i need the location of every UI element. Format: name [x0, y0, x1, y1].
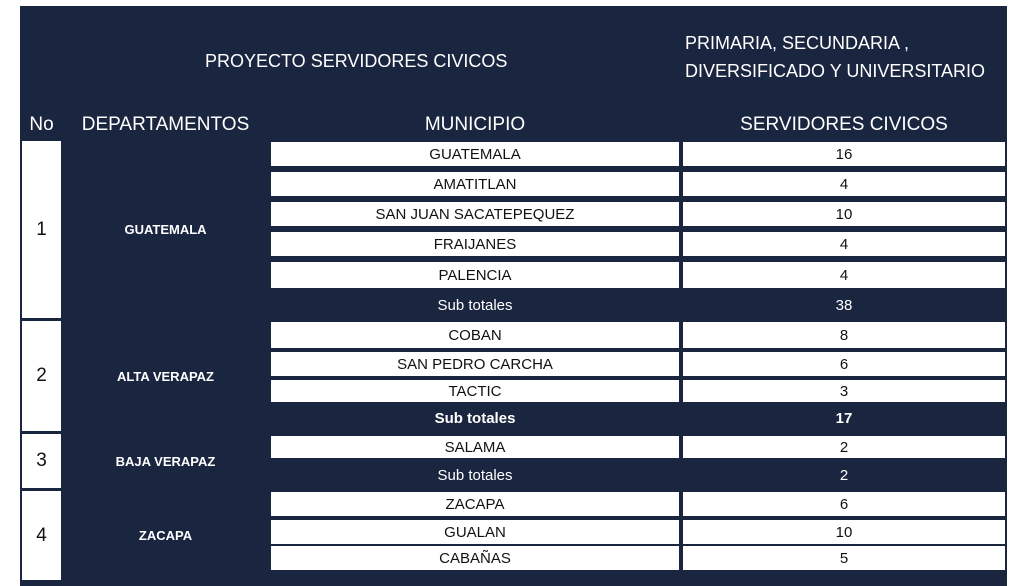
department-number: 1: [22, 141, 61, 318]
department-number: 4: [22, 491, 61, 580]
subtotal-value: 2: [683, 463, 1005, 488]
project-title: PROYECTO SERVIDORES CIVICOS: [205, 51, 508, 71]
municipio-cell: GUALAN: [271, 520, 679, 544]
servidores-cell: 4: [683, 172, 1005, 196]
municipio-cell: FRAIJANES: [271, 232, 679, 256]
column-header-departamentos: DEPARTAMENTOS: [63, 111, 268, 138]
servidores-cell: 4: [683, 232, 1005, 256]
municipio-cell: SAN JUAN SACATEPEQUEZ: [271, 202, 679, 226]
project-subtitle-line-2: DIVERSIFICADO Y UNIVERSITARIO: [685, 61, 986, 81]
subtotal-label: Sub totales: [271, 406, 679, 431]
municipio-cell: TACTIC: [271, 380, 679, 402]
title-banner: [20, 6, 1007, 106]
column-header-servidores-civicos: SERVIDORES CIVICOS: [683, 111, 1005, 138]
project-subtitle-line-1: PRIMARIA, SECUNDARIA ,: [685, 33, 910, 53]
subtotal-label: Sub totales: [271, 463, 679, 488]
municipio-cell: SALAMA: [271, 436, 679, 458]
servidores-cell: 4: [683, 262, 1005, 288]
servidores-cell: 10: [683, 202, 1005, 226]
servidores-cell: 6: [683, 492, 1005, 516]
municipio-cell: COBAN: [271, 322, 679, 348]
municipio-cell: PALENCIA: [271, 262, 679, 288]
municipio-cell: SAN PEDRO CARCHA: [271, 352, 679, 376]
servidores-cell: 2: [683, 436, 1005, 458]
column-header-no: No: [22, 111, 61, 138]
department-name: ZACAPA: [63, 491, 268, 580]
servidores-cell: 10: [683, 520, 1005, 544]
subtotal-value: 17: [683, 406, 1005, 431]
department-number: 2: [22, 321, 61, 431]
department-name: BAJA VERAPAZ: [63, 434, 268, 488]
department-name: GUATEMALA: [63, 141, 268, 318]
servidores-cell: 3: [683, 380, 1005, 402]
servidores-cell: 5: [683, 546, 1005, 570]
subtotal-label: Sub totales: [271, 292, 679, 318]
column-header-municipio: MUNICIPIO: [271, 111, 679, 138]
department-number: 3: [22, 434, 61, 488]
municipio-cell: AMATITLAN: [271, 172, 679, 196]
municipio-cell: GUATEMALA: [271, 142, 679, 166]
servidores-cell: 8: [683, 322, 1005, 348]
subtotal-value: 38: [683, 292, 1005, 318]
municipio-cell: CABAÑAS: [271, 546, 679, 570]
servidores-cell: 16: [683, 142, 1005, 166]
municipio-cell: ZACAPA: [271, 492, 679, 516]
servidores-cell: 6: [683, 352, 1005, 376]
department-name: ALTA VERAPAZ: [63, 321, 268, 431]
